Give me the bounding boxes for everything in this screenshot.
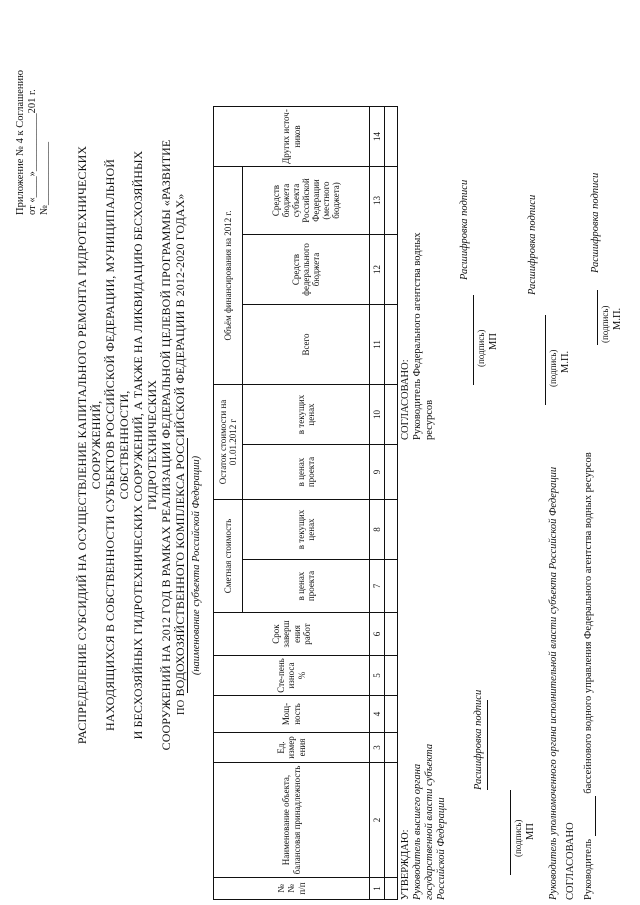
title-line-3: И БЕСХОЗЯЙНЫХ ГИДРОТЕХНИЧЕСКИХ СООРУЖЕНИЙ, А ТАКЖЕ НА ЛИКВИДАЦИЮ БЕСХОЗЯЙНЫХ ГИДРОТЕХНИЧЕСКИХ xyxy=(131,150,160,740)
col-header-remainder: Остаток стоимости на 01.01.2012 г xyxy=(214,385,243,500)
agreed-federal-stamp: МП xyxy=(488,333,499,350)
agreed-federal-decoding: Расшифровка подписи xyxy=(459,179,470,280)
appendix-block xyxy=(15,15,51,215)
table-header-row xyxy=(214,107,243,900)
agreed-basin-signature-line xyxy=(597,290,598,345)
appendix-line-2: от «____»___________201 г. xyxy=(27,89,39,215)
agreed-federal-signature-caption: (подпись) xyxy=(476,329,486,367)
col-header-federal: Средств федерального бюджета xyxy=(243,235,370,305)
title-line-1: РАСПРЕДЕЛЕНИЕ СУБСИДИЙ НА ОСУЩЕСТВЛЕНИЕ КАПИТАЛЬНОГО РЕМОНТА ГИДРОТЕХНИЧЕСКИХ СООРУЖЕНИЙ, xyxy=(75,145,104,745)
agreed-federal-block xyxy=(400,220,436,440)
agreed-basin-decoding: Расшифровка подписи xyxy=(590,172,601,273)
approved-heading: УТВЕРЖДАЮ: xyxy=(400,829,411,900)
subject-name-line xyxy=(187,438,188,693)
col-number: 9 xyxy=(370,445,385,500)
col-number: 2 xyxy=(370,763,385,878)
col-number: 12 xyxy=(370,235,385,305)
title-line-2: НАХОДЯЩИХСЯ В СОБСТВЕННОСТИ СУБЪЕКТОВ РОССИЙСКОЙ ФЕДЕРАЦИИ, МУНИЦИПАЛЬНОЙ СОБСТВЕННОСТИ, xyxy=(103,159,132,731)
col-number: 4 xyxy=(370,696,385,733)
agreed-basin-position-row xyxy=(583,340,596,900)
col-number: 14 xyxy=(370,107,385,167)
agreed-basin-stamp: М.П. xyxy=(612,307,623,330)
col-header-estimate: Сметная стоимость xyxy=(214,500,243,613)
title-line-5: ВОДОХОЗЯЙСТВЕННОГО КОМПЛЕКСА РОССИЙСКОЙ ФЕДЕРАЦИИ В 2012-2020 ГОДАХ» xyxy=(173,193,188,697)
col-header-remainder-project: в ценах проекта xyxy=(243,445,370,500)
subsidy-table xyxy=(213,106,398,900)
agreed-basin-blank-line xyxy=(583,796,596,836)
col-header-wear: Сте-пень износа % xyxy=(214,656,370,696)
agreed-federal-signature-line xyxy=(473,295,474,385)
appendix-line-3: №____________ xyxy=(39,141,51,215)
authorized-decoding: Расшифровка подписи xyxy=(527,194,538,295)
approved-position: Руководитель высшего органа государственной власти субъекта Российской Федерации xyxy=(412,743,448,900)
col-header-term: Срок заверш ения работ xyxy=(214,613,370,656)
col-number: 6 xyxy=(370,613,385,656)
col-header-unit: Ед. измер ения xyxy=(214,733,370,763)
col-number: 5 xyxy=(370,656,385,696)
col-number: 13 xyxy=(370,167,385,235)
approved-signature-caption: (подпись) xyxy=(513,819,523,857)
col-number: 1 xyxy=(370,878,385,900)
col-number: 8 xyxy=(370,500,385,560)
col-header-total: Всего xyxy=(243,305,370,385)
col-header-remainder-current: в текущих ценах xyxy=(243,385,370,445)
agreed-basin-prefix: Руководитель xyxy=(583,839,594,900)
col-header-name: Наименование объекта, балансовая принадлежность xyxy=(214,763,370,878)
col-header-estimate-project: в ценах проекта xyxy=(243,560,370,613)
authorized-signature-caption: (подпись) xyxy=(548,349,558,387)
authorized-stamp: М.П. xyxy=(560,350,571,373)
appendix-line-1: Приложение № 4 к Соглашению xyxy=(15,70,26,215)
col-header-other: Других источ-ников xyxy=(214,107,370,167)
agreed-basin-position: бассейнового водного управления Федерального агентства водных ресурсов xyxy=(583,452,594,794)
col-header-capacity: Мощ-ность xyxy=(214,696,370,733)
agreed-federal-position: Руководитель Федерального агентства водных ресурсов xyxy=(412,232,436,440)
table-number-row xyxy=(370,107,385,900)
col-number: 11 xyxy=(370,305,385,385)
col-header-regional: Средств бюджета субъекта Российской Федерации (местного бюджета) xyxy=(243,167,370,235)
col-header-funding: Объём финансирования на 2012 г. xyxy=(214,167,243,385)
po-label: ПО xyxy=(176,699,187,715)
col-header-number: № № п/п xyxy=(214,878,370,900)
subject-caption: (наименование субъекта Российской Федерации) xyxy=(191,455,202,676)
agreed-federal-heading: СОГЛАСОВАНО: xyxy=(400,359,411,440)
col-header-estimate-current: в текущих ценах xyxy=(243,500,370,560)
authorized-position: Руководитель уполномоченного органа исполнительной власти субъекта Российской Федерации xyxy=(548,466,559,900)
title-line-4: СООРУЖЕНИЙ НА 2012 ГОД В РАМКАХ РЕАЛИЗАЦИИ ФЕДЕРАЛЬНОЙ ЦЕЛЕВОЙ ПРОГРАММЫ «РАЗВИТИЕ xyxy=(159,139,174,751)
document-title xyxy=(75,105,187,785)
approved-block xyxy=(400,710,448,900)
table-empty-row xyxy=(385,107,398,900)
approved-decoding: Расшифровка подписи xyxy=(473,689,484,790)
authorized-signature-line xyxy=(545,315,546,405)
col-number: 10 xyxy=(370,385,385,445)
approved-signature-line xyxy=(510,790,511,875)
col-number: 7 xyxy=(370,560,385,613)
agreed-basin-heading: СОГЛАСОВАНО xyxy=(565,822,576,900)
agreed-basin-signature-caption: (подпись) xyxy=(600,305,610,343)
approved-stamp: МП xyxy=(525,823,536,840)
approved-decoding-line xyxy=(487,700,488,790)
col-number: 3 xyxy=(370,733,385,763)
